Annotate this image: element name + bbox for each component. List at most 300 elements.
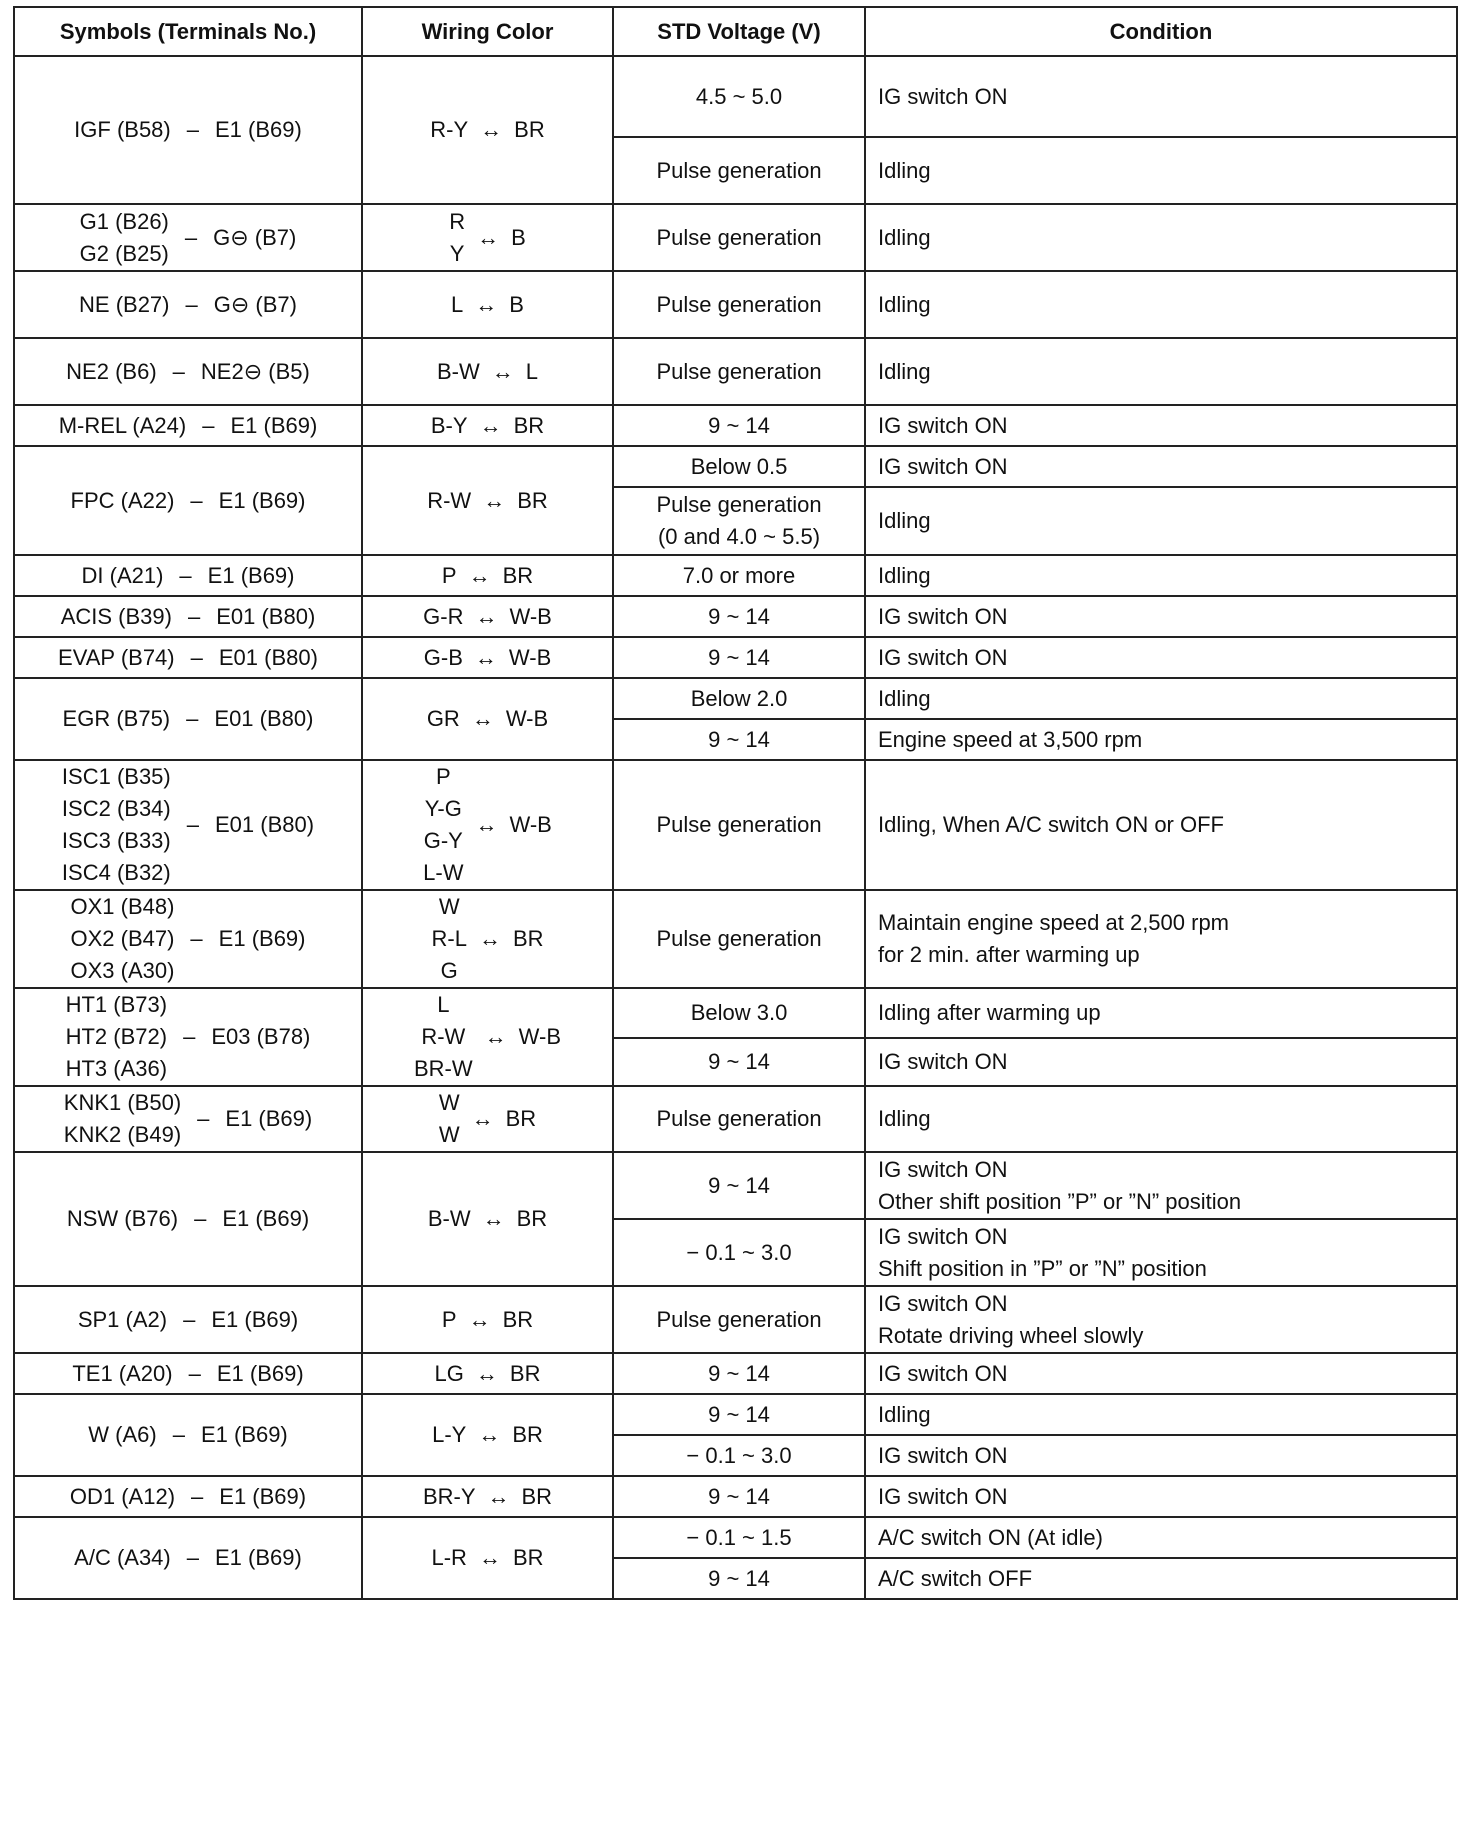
std-voltage-cell — [613, 555, 865, 596]
std-voltage-cell — [613, 890, 865, 988]
condition-text: A/C switch OFF — [878, 1565, 1033, 1591]
wiring-color-cell — [362, 1353, 613, 1394]
symbols-cell — [14, 890, 362, 988]
double-arrow-icon: ↔ — [475, 812, 498, 837]
symbol-group — [80, 206, 297, 270]
std-voltage-cell — [613, 719, 865, 760]
symbol-group — [78, 1304, 298, 1336]
std-voltage-cell — [613, 1219, 865, 1286]
wiring-group — [451, 289, 524, 321]
ground-terminal: E01 (B80) — [216, 603, 316, 629]
condition-text: Idling — [878, 508, 931, 533]
double-arrow-icon: ↔ — [479, 412, 502, 438]
condition-cell — [865, 1435, 1457, 1476]
std-voltage-cell — [613, 1517, 865, 1558]
symbol-group — [59, 410, 318, 442]
terminal-symbol: ISC1 (B35) — [61, 764, 171, 789]
wire-color: B-Y — [430, 412, 468, 438]
wire-color-stack — [424, 642, 463, 674]
wire-color-stack — [431, 1542, 466, 1574]
condition-cell — [865, 1558, 1457, 1599]
symbols-cell — [14, 56, 362, 204]
terminal-symbol-stack — [61, 601, 172, 633]
wiring-group — [435, 1358, 541, 1390]
condition-cell — [865, 1086, 1457, 1152]
ground-terminal: E1 (B69) — [225, 1106, 313, 1131]
terminal-symbol: TE1 (A20) — [72, 1360, 173, 1386]
terminal-symbol-stack — [58, 642, 175, 674]
condition-text: Idling — [878, 224, 931, 250]
wire-color: LG — [434, 1360, 464, 1386]
condition-text: IG switch ON — [878, 603, 1008, 629]
voltage-value: Pulse generation — [656, 926, 822, 951]
wire-color: Y — [449, 240, 465, 266]
condition-text: A/C switch ON (At idle) — [878, 1524, 1103, 1550]
wiring-color-cell — [362, 338, 613, 405]
dash-separator: – — [186, 1545, 199, 1570]
wiring-color-cell — [362, 1517, 613, 1599]
condition-text: IG switch ON — [878, 453, 1008, 479]
std-voltage-cell — [613, 1152, 865, 1219]
condition-text: IG switch ON — [878, 1290, 1008, 1316]
table-row — [14, 555, 1457, 596]
ground-wire-color: B — [509, 291, 524, 317]
condition-text: IG switch ON — [878, 1360, 1008, 1386]
ground-terminal: E1 (B69) — [215, 117, 302, 142]
voltage-value: 4.5 ~ 5.0 — [695, 83, 783, 109]
ground-wire-color: BR — [512, 1422, 543, 1447]
wire-color-stack — [432, 1419, 466, 1451]
wiring-color-cell — [362, 890, 613, 988]
ground-wire-color: BR — [514, 117, 545, 142]
header-wiring-color: Wiring Color — [362, 7, 613, 56]
double-arrow-icon: ↔ — [480, 117, 503, 142]
wiring-color-cell — [362, 1086, 613, 1152]
condition-text: Rotate driving wheel slowly — [878, 1322, 1144, 1348]
terminal-symbol: ISC2 (B34) — [61, 796, 171, 821]
terminal-symbol: FPC (A22) — [70, 487, 175, 513]
std-voltage-cell — [613, 596, 865, 637]
terminal-symbol: ISC3 (B33) — [61, 828, 171, 853]
condition-text: Idling — [878, 685, 931, 711]
wire-color-stack — [428, 1203, 471, 1235]
symbols-cell — [14, 678, 362, 760]
voltage-value: 9 ~ 14 — [708, 412, 770, 438]
terminal-symbol: OX2 (B47) — [70, 926, 175, 951]
wiring-color-cell — [362, 446, 613, 555]
terminal-symbol: ISC4 (B32) — [61, 860, 171, 885]
ground-terminal: E1 (B69) — [207, 562, 295, 588]
header-condition: Condition — [865, 7, 1457, 56]
ground-wire-color: W-B — [509, 603, 552, 629]
wiring-color-cell — [362, 637, 613, 678]
wire-color: GR — [426, 706, 460, 731]
wire-color-stack — [437, 356, 480, 388]
wire-color-stack — [439, 1087, 460, 1151]
wire-color: R-Y — [430, 117, 469, 142]
table-row — [14, 1394, 1457, 1435]
wiring-color-cell — [362, 760, 613, 890]
wire-color-stack — [414, 989, 473, 1085]
wire-color: G-B — [423, 644, 463, 670]
table-row — [14, 988, 1457, 1038]
dash-separator: – — [186, 706, 199, 731]
voltage-value: Pulse generation — [656, 812, 822, 837]
terminal-symbol: NSW (B76) — [66, 1206, 179, 1231]
voltage-value: 9 ~ 14 — [708, 603, 770, 629]
wire-color: W — [438, 894, 460, 919]
terminal-symbol-stack — [63, 703, 171, 735]
condition-text: Idling, When A/C switch ON or OFF — [878, 812, 1224, 837]
wire-color: R-W — [427, 487, 472, 513]
wire-color: B-W — [427, 1206, 471, 1231]
condition-text: Idling — [878, 358, 931, 384]
voltage-value: 9 ~ 14 — [708, 726, 770, 752]
voltage-value: 9 ~ 14 — [708, 1172, 770, 1198]
wire-color-stack — [449, 206, 465, 270]
condition-text: Other shift position ”P” or ”N” position — [878, 1188, 1242, 1214]
ground-terminal: E1 (B69) — [218, 487, 306, 513]
symbols-cell — [14, 1394, 362, 1476]
terminal-symbol: W (A6) — [88, 1422, 157, 1447]
terminal-symbol: NE2 (B6) — [66, 358, 157, 384]
wire-color: G-R — [423, 603, 464, 629]
table-row — [14, 1476, 1457, 1517]
voltage-value: − 0.1 ~ 3.0 — [686, 1239, 792, 1265]
wiring-group — [414, 989, 561, 1085]
std-voltage-cell — [613, 487, 865, 555]
terminal-symbol-stack — [71, 485, 175, 517]
ground-wire-color: BR — [505, 1106, 537, 1131]
condition-text: Maintain engine speed at 2,500 rpm — [878, 910, 1230, 935]
condition-cell — [865, 678, 1457, 719]
std-voltage-cell — [613, 137, 865, 204]
condition-text: IG switch ON — [878, 1223, 1008, 1249]
dash-separator: – — [186, 117, 199, 142]
symbols-cell — [14, 596, 362, 637]
condition-cell — [865, 1038, 1457, 1087]
terminal-symbol: G2 (B25) — [79, 240, 169, 266]
condition-cell — [865, 1517, 1457, 1558]
double-arrow-icon: ↔ — [483, 487, 506, 513]
voltage-value: − 0.1 ~ 1.5 — [686, 1524, 792, 1550]
wire-color: Y-G — [424, 796, 462, 821]
wiring-group — [427, 485, 548, 517]
table-row — [14, 596, 1457, 637]
symbols-cell — [14, 271, 362, 338]
std-voltage-cell — [613, 56, 865, 137]
std-voltage-cell — [613, 338, 865, 405]
condition-cell — [865, 338, 1457, 405]
symbol-group — [70, 891, 305, 987]
double-arrow-icon: ↔ — [468, 562, 491, 588]
symbols-cell — [14, 1086, 362, 1152]
condition-cell — [865, 487, 1457, 555]
ground-wire-color: L — [525, 358, 538, 384]
symbols-cell — [14, 405, 362, 446]
symbols-cell — [14, 446, 362, 555]
wiring-group — [449, 206, 526, 270]
wiring-group — [431, 410, 544, 442]
condition-cell — [865, 1219, 1457, 1286]
wiring-group — [430, 114, 544, 146]
symbol-group — [88, 1419, 288, 1451]
std-voltage-cell — [613, 1435, 865, 1476]
wiring-group — [431, 891, 543, 987]
voltage-value: 9 ~ 14 — [708, 1483, 770, 1509]
wire-color-stack — [435, 1358, 464, 1390]
wiring-group — [439, 1087, 536, 1151]
ground-terminal: E1 (B69) — [200, 1422, 288, 1447]
condition-text: Idling — [878, 1401, 931, 1427]
ground-terminal: E01 (B80) — [214, 706, 314, 731]
wire-color: L-W — [423, 860, 464, 885]
terminal-symbol: OX1 (B48) — [70, 894, 175, 919]
wire-color-stack — [427, 485, 471, 517]
double-arrow-icon: ↔ — [477, 224, 500, 250]
voltage-value: 9 ~ 14 — [708, 1360, 770, 1386]
table-row — [14, 405, 1457, 446]
terminal-symbol-stack — [80, 206, 169, 270]
terminal-symbol-stack — [70, 891, 174, 987]
double-arrow-icon: ↔ — [475, 1360, 498, 1386]
condition-text: Shift position in ”P” or ”N” position — [878, 1255, 1207, 1281]
wiring-group — [423, 761, 552, 889]
condition-cell — [865, 1353, 1457, 1394]
wiring-group — [423, 601, 552, 633]
symbol-group — [74, 1542, 302, 1574]
symbol-group — [82, 560, 295, 592]
wiring-color-cell — [362, 271, 613, 338]
std-voltage-cell — [613, 678, 865, 719]
symbol-group — [66, 989, 311, 1085]
ground-wire-color: W-B — [509, 812, 552, 837]
symbol-group — [79, 289, 297, 321]
double-arrow-icon: ↔ — [484, 1024, 507, 1049]
table-row — [14, 760, 1457, 890]
dash-separator: – — [187, 603, 201, 629]
wire-color: R-W — [421, 1024, 466, 1049]
double-arrow-icon: ↔ — [478, 1422, 501, 1447]
condition-cell — [865, 446, 1457, 487]
symbol-group — [70, 1481, 306, 1513]
table-row — [14, 637, 1457, 678]
condition-text: IG switch ON — [878, 644, 1008, 670]
symbols-cell — [14, 1353, 362, 1394]
ground-wire-color: W-B — [505, 706, 549, 731]
condition-cell — [865, 596, 1457, 637]
std-voltage-cell — [613, 988, 865, 1038]
symbols-cell — [14, 1517, 362, 1599]
wiring-group — [432, 1419, 543, 1451]
header-symbols: Symbols (Terminals No.) — [14, 7, 362, 56]
voltage-value: (0 and 4.0 ~ 5.5) — [657, 524, 821, 549]
voltage-value: Below 0.5 — [690, 453, 788, 479]
condition-text: Idling — [878, 562, 931, 588]
std-voltage-cell — [613, 637, 865, 678]
wire-color: L — [437, 992, 450, 1017]
symbols-cell — [14, 760, 362, 890]
voltage-value: Below 2.0 — [690, 685, 788, 711]
terminal-symbol: HT1 (B73) — [65, 992, 168, 1017]
voltage-value: Pulse generation — [656, 492, 822, 517]
ground-terminal: E03 (B78) — [211, 1024, 311, 1049]
terminal-symbol: DI (A21) — [81, 562, 164, 588]
double-arrow-icon: ↔ — [478, 1545, 501, 1570]
condition-text: IG switch ON — [878, 1048, 1008, 1074]
terminal-symbol: OX3 (A30) — [70, 958, 175, 983]
double-arrow-icon: ↔ — [487, 1483, 510, 1509]
voltage-value: Pulse generation — [656, 1306, 822, 1332]
symbols-cell — [14, 338, 362, 405]
dash-separator: – — [186, 812, 199, 837]
ground-terminal: E1 (B69) — [218, 926, 306, 951]
wiring-color-cell — [362, 988, 613, 1086]
dash-separator: – — [172, 1422, 185, 1447]
voltage-value: Pulse generation — [656, 358, 822, 384]
terminal-symbol: M-REL (A24) — [58, 412, 187, 438]
ground-wire-color: BR — [516, 1206, 548, 1231]
terminal-symbol-stack — [66, 989, 167, 1085]
wire-color: BR-W — [413, 1056, 473, 1081]
dash-separator: – — [185, 291, 198, 317]
voltage-value: 7.0 or more — [682, 562, 796, 588]
ground-wire-color: BR — [521, 1483, 553, 1509]
condition-text: IG switch ON — [878, 412, 1008, 438]
terminal-symbol: SP1 (A2) — [77, 1306, 168, 1332]
ground-terminal: E1 (B69) — [230, 412, 318, 438]
symbols-cell — [14, 988, 362, 1086]
ground-wire-color: BR — [512, 926, 544, 951]
wire-color: L-Y — [432, 1422, 467, 1447]
condition-text: IG switch ON — [878, 1483, 1008, 1509]
voltage-value: 9 ~ 14 — [708, 1401, 770, 1427]
dash-separator: – — [183, 1306, 196, 1332]
condition-cell — [865, 760, 1457, 890]
wiring-group — [424, 642, 552, 674]
ground-terminal: E01 (B80) — [215, 812, 315, 837]
condition-text: for 2 min. after warming up — [878, 942, 1140, 967]
symbol-group — [72, 1358, 303, 1390]
wire-color-stack — [423, 1481, 476, 1513]
table-row — [14, 1517, 1457, 1558]
ground-wire-color: W-B — [508, 644, 552, 670]
terminal-voltage-table — [13, 6, 1458, 1600]
terminal-symbol: IGF (B58) — [74, 117, 171, 142]
voltage-value: 9 ~ 14 — [708, 1048, 770, 1074]
double-arrow-icon: ↔ — [491, 358, 514, 384]
condition-cell — [865, 719, 1457, 760]
ground-wire-color: B — [511, 224, 526, 250]
double-arrow-icon: ↔ — [475, 603, 498, 629]
dash-separator: – — [188, 1360, 201, 1386]
wire-color: P — [435, 764, 451, 789]
wire-color: BR-Y — [422, 1483, 476, 1509]
terminal-symbol-stack — [64, 1087, 181, 1151]
terminal-symbol-stack — [79, 289, 169, 321]
wire-color: G-Y — [423, 828, 463, 853]
symbols-cell — [14, 204, 362, 271]
wiring-color-cell — [362, 596, 613, 637]
terminal-symbol: OD1 (A12) — [69, 1483, 176, 1509]
terminal-symbol-stack — [62, 761, 171, 889]
std-voltage-cell — [613, 271, 865, 338]
terminal-symbol: KNK2 (B49) — [63, 1122, 182, 1147]
condition-cell — [865, 1152, 1457, 1219]
terminal-symbol: NE (B27) — [79, 291, 170, 317]
dash-separator: – — [190, 644, 203, 670]
condition-cell — [865, 271, 1457, 338]
wire-color-stack — [442, 1304, 457, 1336]
terminal-symbol-stack — [78, 1304, 167, 1336]
wiring-color-cell — [362, 555, 613, 596]
std-voltage-cell — [613, 405, 865, 446]
wire-color-stack — [431, 410, 468, 442]
condition-cell — [865, 137, 1457, 204]
condition-text: IG switch ON — [878, 83, 1008, 109]
wiring-color-cell — [362, 1394, 613, 1476]
wiring-group — [423, 1481, 552, 1513]
header-std-voltage: STD Voltage (V) — [613, 7, 865, 56]
wire-color: L — [451, 291, 464, 317]
table-row — [14, 204, 1457, 271]
dash-separator: – — [190, 926, 203, 951]
table-row — [14, 1353, 1457, 1394]
std-voltage-cell — [613, 446, 865, 487]
symbol-group — [67, 1203, 309, 1235]
wiring-color-cell — [362, 1286, 613, 1353]
voltage-value: Pulse generation — [656, 1106, 822, 1131]
condition-cell — [865, 555, 1457, 596]
terminal-symbol-stack — [72, 1358, 172, 1390]
voltage-value: Pulse generation — [656, 157, 822, 183]
terminal-symbol-stack — [82, 560, 164, 592]
table-row — [14, 890, 1457, 988]
table-row — [14, 1152, 1457, 1219]
ground-terminal: E1 (B69) — [211, 1306, 299, 1332]
terminal-symbol: EVAP (B74) — [58, 644, 175, 670]
wire-color: R — [449, 208, 466, 234]
ground-terminal: E1 (B69) — [215, 1545, 302, 1570]
std-voltage-cell — [613, 1394, 865, 1435]
table-row — [14, 271, 1457, 338]
condition-text: Idling — [878, 1106, 931, 1131]
ground-terminal: G⊖ (B7) — [213, 224, 297, 250]
table-row — [14, 56, 1457, 137]
terminal-symbol: HT2 (B72) — [65, 1024, 168, 1049]
table-row — [14, 446, 1457, 487]
condition-cell — [865, 56, 1457, 137]
std-voltage-cell — [613, 1558, 865, 1599]
terminal-symbol: G1 (B26) — [79, 208, 169, 234]
ground-terminal: E1 (B69) — [216, 1360, 304, 1386]
ground-terminal: NE2⊖ (B5) — [200, 358, 310, 384]
voltage-value: − 0.1 ~ 3.0 — [686, 1442, 792, 1468]
dash-separator: – — [202, 412, 215, 438]
voltage-value: Below 3.0 — [690, 999, 788, 1025]
condition-cell — [865, 637, 1457, 678]
condition-text: Engine speed at 3,500 rpm — [878, 726, 1143, 752]
wiring-group — [427, 703, 548, 735]
condition-cell — [865, 1476, 1457, 1517]
terminal-symbol: ACIS (B39) — [60, 603, 172, 629]
std-voltage-cell — [613, 760, 865, 890]
double-arrow-icon: ↔ — [474, 644, 497, 670]
dash-separator: – — [190, 487, 203, 513]
dash-separator: – — [184, 224, 198, 250]
std-voltage-cell — [613, 1086, 865, 1152]
dash-separator: – — [194, 1206, 207, 1231]
